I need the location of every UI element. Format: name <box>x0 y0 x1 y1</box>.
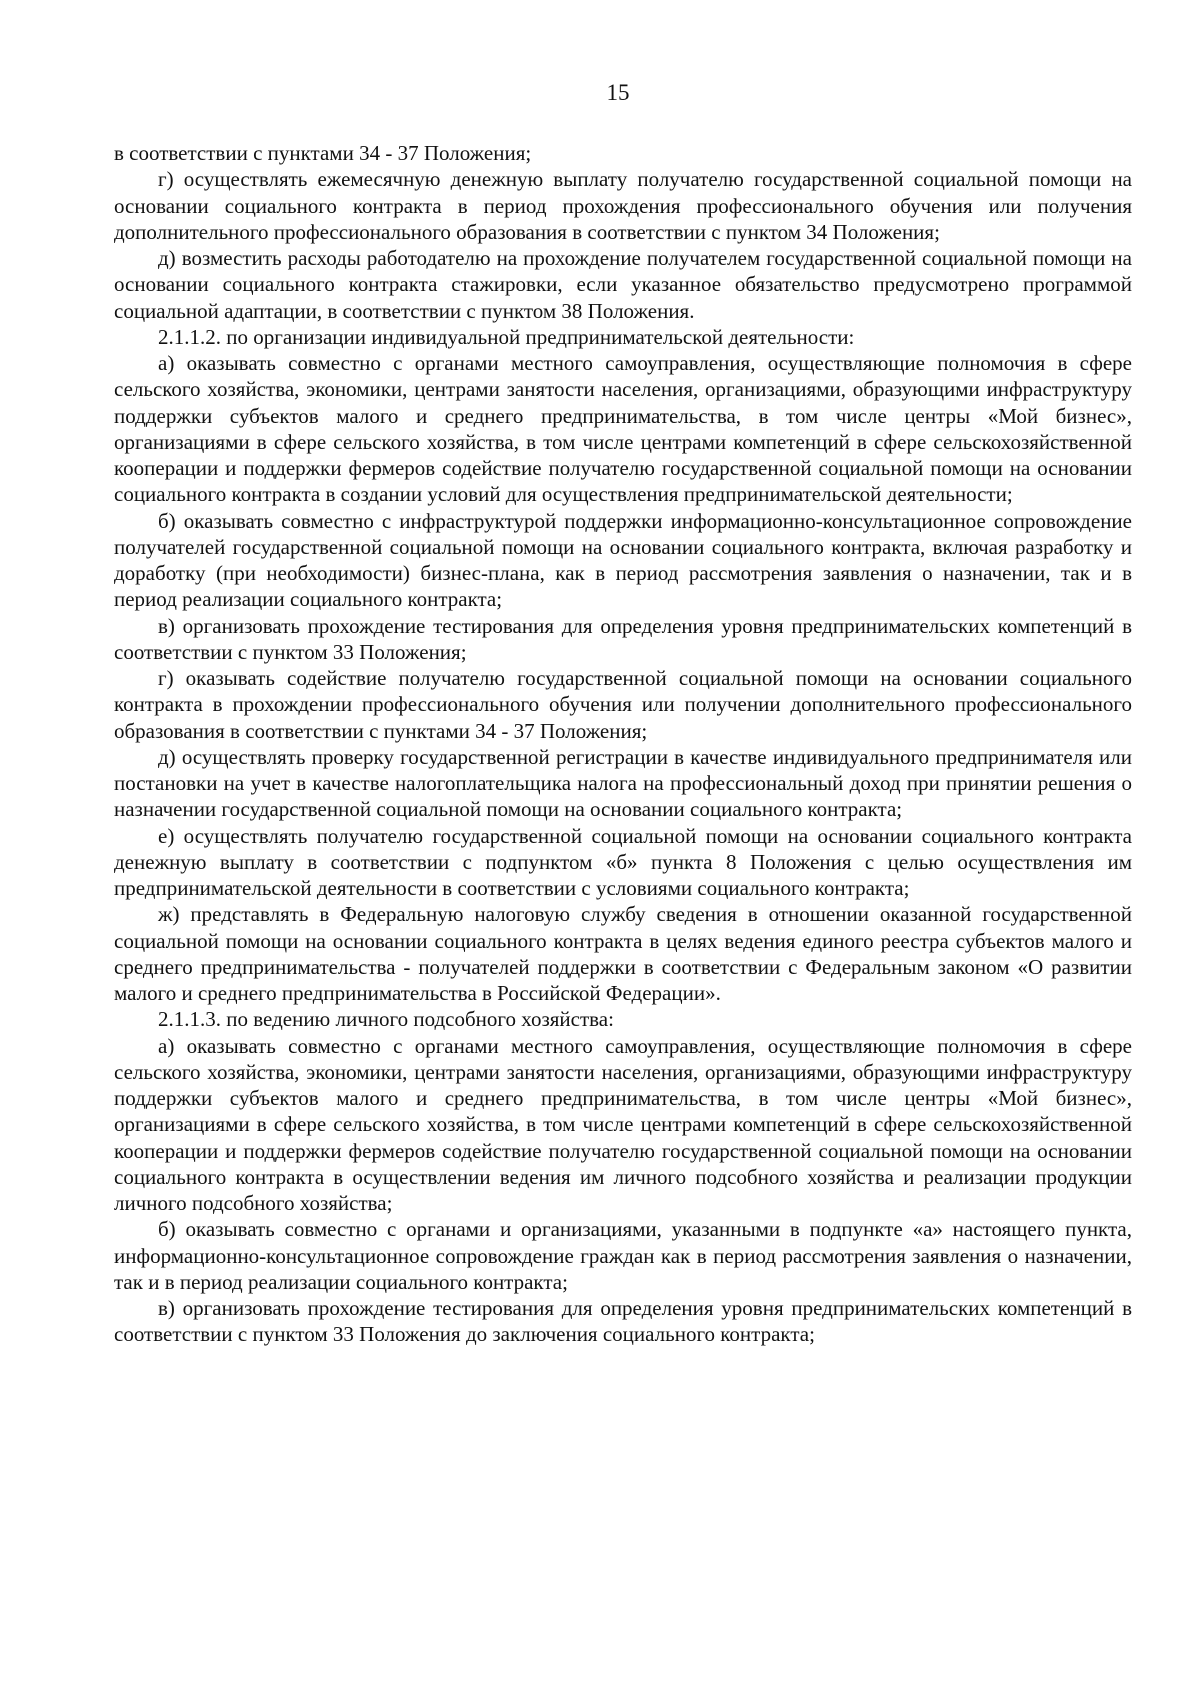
paragraph-item-v-testing: в) организовать прохождение тестирования для определения уровня предпринимательских компетенций в соответствии с пунктом 33 Положения; <box>114 613 1132 664</box>
paragraph-item-e-cash-payment: е) осуществлять получателю государственной социальной помощи на основании социального контракта денежную выплату в соответствии с подпунктом «б» пункта 8 Положения с целью осуществления им предпринимательской деятельности в соответствии с условиями социального контракта; <box>114 823 1132 900</box>
paragraph-item-d-employer-compensation: д) возместить расходы работодателю на прохождение получателем государственной социальной помощи на основании социального контракта стажировки, если указанное обязательство предусмотрено программой социальной адаптации, в соответствии с пунктом 38 Положения. <box>114 246 1132 323</box>
section-heading-2-1-1-2: 2.1.1.2. по организации индивидуальной предпринимательской деятельности: <box>158 324 855 349</box>
section-heading-2-1-1-3: 2.1.1.3. по ведению личного подсобного хозяйства: <box>158 1007 614 1032</box>
page-number: 15 <box>606 80 630 105</box>
paragraph-item-a-household-support: а) оказывать совместно с органами местного самоуправления, осуществляющие полномочия в сфере сельского хозяйства, экономики, центрами занятости населения, организациями, образующими инфраструктуру поддержки субъектов малого и среднего предпринимательства, в том числе центры «Мой бизнес», организациями в сфере сельского хозяйства, в том числе центрами компетенций в сфере сельскохозяйственной кооперации и поддержки фермеров содействие получателю государственной социальной помощи на основании социального контракта в осуществлении ведения им личного подсобного хозяйства и реализации продукции личного подсобного хозяйства; <box>114 1033 1132 1215</box>
paragraph-continuation: в соответствии с пунктами 34 - 37 Положения; <box>114 141 532 165</box>
paragraph-item-b-household-consulting: б) оказывать совместно с органами и организациями, указанными в подпункте «а» настоящего пункта, информационно-консультационное сопровождение граждан как в период рассмотрения заявления о назначении, так и в период реализации социального контракта; <box>114 1217 1132 1294</box>
paragraph-item-b-consulting-support: б) оказывать совместно с инфраструктурой поддержки информационно-консультационное сопровождение получателей государственной социальной помощи на основании социального контракта, включая разработку и доработку (при необходимости) бизнес-плана, как в период рассмотрения заявления о назначении, так и в период реализации социального контракта; <box>114 508 1132 612</box>
paragraph-item-g-training: г) оказывать содействие получателю государственной социальной помощи на основании социального контракта в прохождении профессионального обучения или получении дополнительного профессионального образования в соответствии с пунктами 34 - 37 Положения; <box>114 666 1132 743</box>
document-body <box>114 140 1132 1348</box>
paragraph-item-a-entrepreneurship-support: а) оказывать совместно с органами местного самоуправления, осуществляющие полномочия в сфере сельского хозяйства, экономики, центрами занятости населения, организациями, образующими инфраструктуру поддержки субъектов малого и среднего предпринимательства, в том числе центры «Мой бизнес», организациями в сфере сельского хозяйства, в том числе центрами компетенций в сфере сельскохозяйственной кооперации и поддержки фермеров содействие получателю государственной социальной помощи на основании социального контракта в создании условий для осуществления предпринимательской деятельности; <box>114 351 1132 507</box>
paragraph-item-zh-tax-service-report: ж) представлять в Федеральную налоговую службу сведения в отношении оказанной государственной социальной помощи на основании социального контракта в целях ведения единого реестра субъектов малого и среднего предпринимательства - получателей поддержки в соответствии с Федеральным законом «О развитии малого и среднего предпринимательства в Российской Федерации». <box>114 902 1132 1005</box>
paragraph-item-g-monthly-payment: г) осуществлять ежемесячную денежную выплату получателю государственной социальной помощи на основании социального контракта в период прохождения профессионального обучения или получения дополнительного профессионального образования в соответствии с пунктом 34 Положения; <box>114 167 1132 244</box>
paragraph-item-v-household-testing: в) организовать прохождение тестирования для определения уровня предпринимательских компетенций в соответствии с пунктом 33 Положения до заключения социального контракта; <box>114 1296 1132 1347</box>
paragraph-item-d-registration-check: д) осуществлять проверку государственной регистрации в качестве индивидуального предпринимателя или постановки на учет в качестве налогоплательщика налога на профессиональный доход при принятии решения о назначении государственной социальной помощи на основании социального контракта; <box>114 744 1132 822</box>
